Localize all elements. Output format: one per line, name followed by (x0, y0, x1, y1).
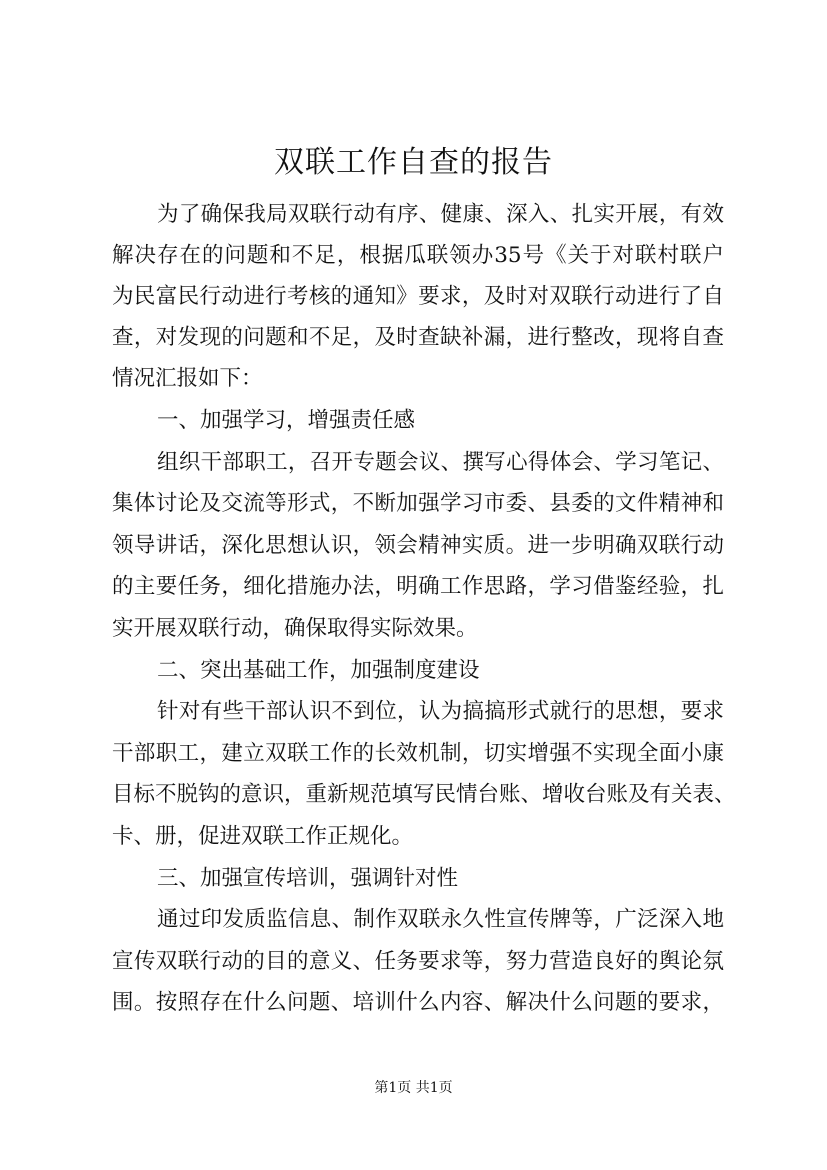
paragraph-line: 组织干部职工，召开专题会议、撰写心得体会、学习笔记、 (157, 450, 724, 475)
paragraph-line: 的主要任务，细化措施办法，明确工作思路，学习借鉴经验，扎 (112, 574, 724, 599)
paragraph-line: 卡、册，促进双联工作正规化。 (112, 824, 414, 849)
paragraph-line: 集体讨论及交流等形式，不断加强学习市委、县委的文件精神和 (112, 491, 724, 516)
paragraph-line: 通过印发质监信息、制作双联永久性宣传牌等，广泛深入地 (157, 907, 724, 932)
paragraph-line: 针对有些干部认识不到位，认为搞搞形式就行的思想，要求 (157, 699, 724, 724)
paragraph-line: 宣传双联行动的目的意义、任务要求等，努力营造良好的舆论氛 (112, 949, 724, 974)
paragraph-line: 解决存在的问题和不足，根据瓜联领办35号《关于对联村联户 (112, 243, 724, 268)
section-heading: 一、加强学习，增强责任感 (157, 408, 416, 433)
paragraph-line: 为了确保我局双联行动有序、健康、深入、扎实开展，有效 (157, 202, 724, 227)
section-heading: 二、突出基础工作，加强制度建设 (157, 658, 480, 683)
section-heading: 三、加强宣传培训，强调针对性 (157, 866, 459, 891)
document-title: 双联工作自查的报告 (274, 145, 553, 180)
paragraph-line: 情况汇报如下： (112, 366, 263, 391)
paragraph-line: 实开展双联行动，确保取得实际效果。 (112, 616, 478, 641)
paragraph-line: 领导讲话，深化思想认识，领会精神实质。进一步明确双联行动 (112, 533, 724, 558)
paragraph-line: 查，对发现的问题和不足，及时查缺补漏，进行整改，现将自查 (112, 325, 724, 350)
paragraph-line: 干部职工，建立双联工作的长效机制，切实增强不实现全面小康 (112, 741, 724, 766)
paragraph-line: 围。按照存在什么问题、培训什么内容、解决什么问题的要求， (112, 990, 724, 1015)
paragraph-line: 目标不脱钩的意识，重新规范填写民情台账、增收台账及有关表、 (112, 782, 736, 807)
paragraph-line: 为民富民行动进行考核的通知》要求，及时对双联行动进行了自 (112, 284, 724, 309)
page-number-footer: 第1页 共1页 (374, 1080, 453, 1096)
